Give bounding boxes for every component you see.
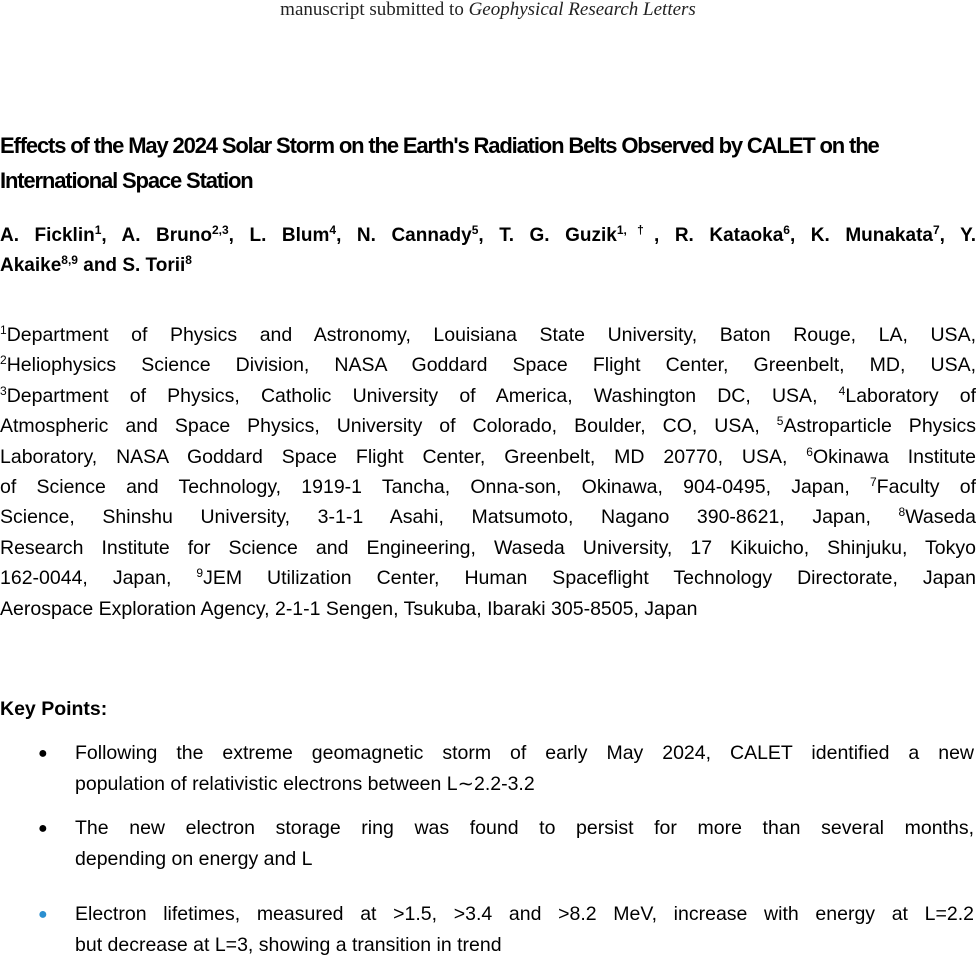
affiliation-line [0, 320, 976, 350]
author-name: N. Cannady [356, 225, 472, 246]
author-affiliation-marker: 2,3 [211, 223, 229, 237]
key-point-line: The new electron storage ring was found to persist for more than several months, [75, 817, 974, 839]
affiliation-number: 2 [0, 353, 7, 368]
affiliation-text: Laboratory, NASA Goddard Space Flight Center, Greenbelt, MD 20770, USA, [0, 445, 807, 468]
author-name-part: Akaike [0, 255, 62, 276]
affiliation-text: Heliophysics Science Division, NASA Goddard Space Flight Center, Greenbelt, MD, USA, [6, 354, 976, 377]
paper-title: Effects of the May 2024 Solar Storm on the Earth's Radiation Belts Observed by CALET on the International Space Station [0, 133, 879, 193]
affiliation-line [0, 533, 976, 563]
affiliation-text: JEM Utilization Center, Human Spaceflight Technology Directorate, Japan [203, 567, 976, 590]
author-affiliation-marker: 5 [471, 223, 479, 237]
affiliation-number: 5 [776, 414, 784, 429]
affiliation-text: Astroparticle Physics [783, 415, 976, 438]
affiliation-line [0, 350, 976, 380]
affiliation-line [0, 563, 976, 593]
affiliation-text: Faculty of [876, 476, 976, 499]
affiliation-text: Waseda [905, 506, 976, 529]
key-point-text [75, 813, 974, 875]
author-name: A. Ficklin [0, 225, 95, 246]
affiliation-number: 8 [898, 505, 906, 520]
key-point-text [75, 899, 974, 961]
author-name: A. Bruno [121, 225, 212, 246]
affiliation-line [0, 411, 976, 441]
author-line-1: A. Ficklin$^1$, A. Bruno$^{2,3}$, L. Blum$^4$, N. Cannady$^5$, T. G. Guzik$^{1,\dagger}$, R. Kataoka$^6$, K. Munakata$^7$, Y. [0, 223, 976, 246]
affiliation-number: 7 [869, 475, 877, 490]
author-line-2: Akaike$^{8,9}$ and S. Torii$^8$ [0, 253, 192, 276]
affiliation-line [0, 381, 976, 411]
author-name: L. Blum [249, 225, 330, 246]
affiliation-text: Research Institute for Science and Engineering, Waseda University, 17 Kikuicho, Shinjuku, Tokyo [0, 536, 976, 559]
key-points-heading: Key Points: [0, 698, 108, 720]
key-point-text [75, 738, 974, 800]
author-affiliation-marker: 8,9 [61, 253, 78, 267]
affiliation-text: 162-0044, Japan, [0, 567, 197, 590]
affiliation-line [0, 472, 976, 502]
affiliation-number: 9 [196, 566, 204, 581]
author-name-part: Y. [960, 225, 976, 246]
affiliation-text: Aerospace Exploration Agency, 2-1-1 Sengen, Tsukuba, Ibaraki 305-8505, Japan [0, 597, 698, 620]
affiliation-number: 1 [0, 323, 7, 337]
key-point-line: population of relativistic electrons between L∼2.2-3.2 [75, 773, 535, 795]
affiliation-text: Atmospheric and Space Physics, University of Colorado, Boulder, CO, USA, [0, 415, 777, 438]
key-point-line: depending on energy and L [75, 848, 313, 870]
author-affiliation-marker: 4 [329, 223, 337, 237]
bullet-icon: ● [38, 820, 48, 837]
key-point-line: Electron lifetimes, measured at >1.5, >3.4 and >8.2 MeV, increase with energy at L=2.2 [75, 903, 974, 925]
journal-name: Geophysical Research Letters [468, 0, 696, 20]
affiliation-number: 3 [0, 383, 7, 398]
affiliation-text: of Science and Technology, 1919-1 Tancha, Onna-son, Okinawa, 904-0495, Japan, [0, 476, 870, 499]
affiliation-line [0, 442, 976, 472]
key-point-line: Following the extreme geomagnetic storm of early May 2024, CALET identified a new [75, 742, 974, 764]
author-name: K. Munakata [810, 225, 933, 246]
affiliation-text: Laboratory of [845, 384, 976, 407]
bullet-icon: ● [38, 906, 48, 923]
author-affiliation-marker: 1,† [616, 223, 655, 237]
affiliation-text: Department of Physics, Catholic University of America, Washington DC, USA, [6, 384, 839, 407]
header-prefix: manuscript submitted to [280, 0, 469, 20]
key-point-line: but decrease at L=3, showing a transition in trend [75, 934, 502, 956]
author-name: S. Torii [122, 255, 186, 276]
author-list [0, 221, 976, 281]
affiliation-text: Okinawa Institute [812, 445, 976, 468]
affiliations [0, 320, 976, 624]
author-affiliation-marker: 8 [185, 253, 192, 267]
bullet-icon: ● [38, 745, 48, 762]
affiliation-text: Department of Physics and Astronomy, Louisiana State University, Baton Rouge, LA, USA, [6, 324, 976, 346]
running-header [0, 0, 976, 20]
author-name: T. G. Guzik [499, 225, 617, 246]
affiliation-line [0, 502, 976, 532]
author-affiliation-marker: 1 [94, 223, 102, 237]
author-name: R. Kataoka [674, 225, 784, 246]
author-affiliation-marker: 6 [783, 223, 790, 237]
affiliation-number: 4 [838, 383, 846, 398]
affiliation-number: 6 [806, 444, 813, 459]
affiliation-text: Science, Shinshu University, 3-1-1 Asahi, Matsumoto, Nagano 390-8621, Japan, [0, 506, 899, 529]
affiliation-line [0, 594, 976, 624]
author-affiliation-marker: 7 [932, 223, 940, 237]
